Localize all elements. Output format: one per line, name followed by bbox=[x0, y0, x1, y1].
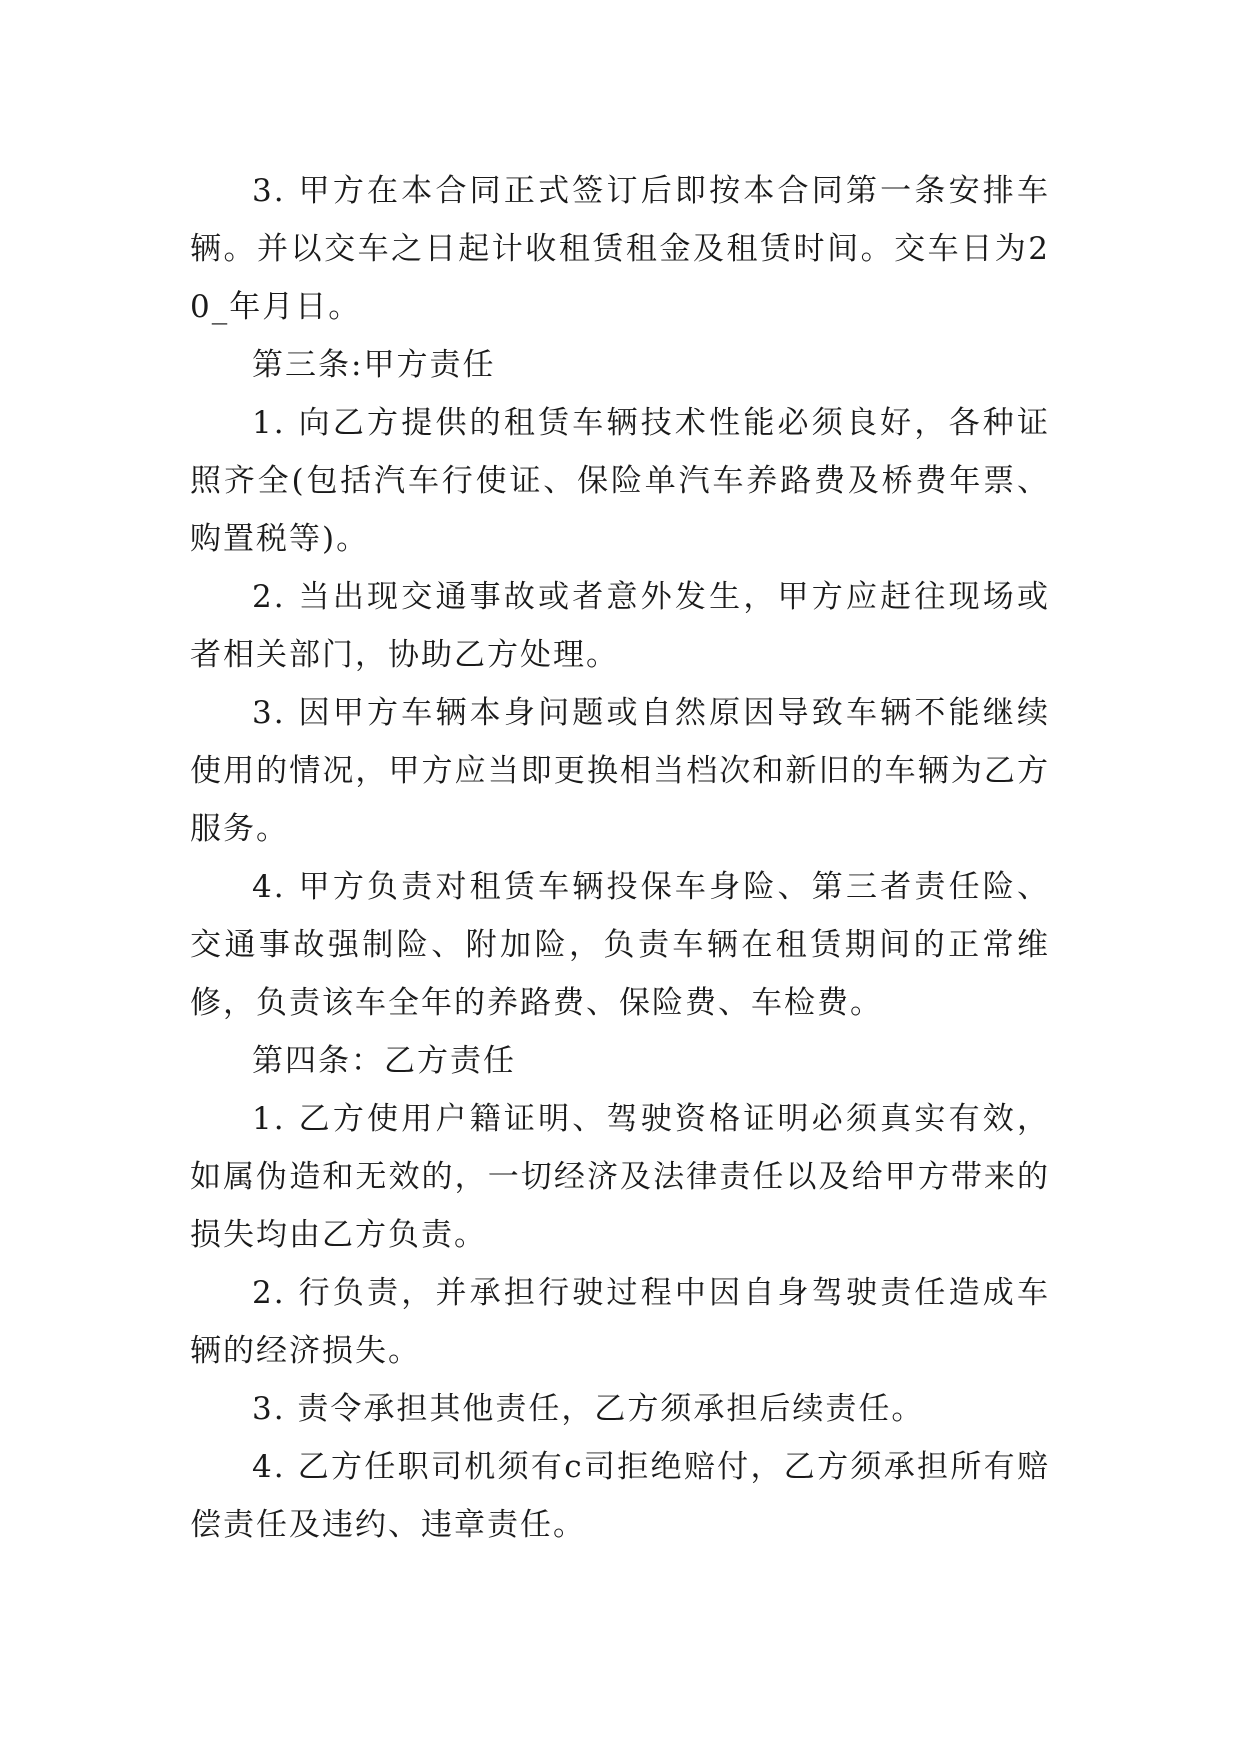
paragraph-party-a-item-4: 4. 甲方负责对租赁车辆投保车身险、第三者责任险、交通事故强制险、附加险，负责车辆在租赁期间的正常维修，负责该车全年的养路费、保险费、车检费。 bbox=[190, 869, 1050, 1021]
paragraph-party-b-item-4: 4. 乙方任职司机须有c司拒绝赔付，乙方须承担所有赔偿责任及违约、违章责任。 bbox=[190, 1449, 1050, 1543]
paragraph-party-b-item-2: 2. 行负责，并承担行驶过程中因自身驾驶责任造成车辆的经济损失。 bbox=[190, 1275, 1050, 1369]
paragraph-party-b-item-1: 1. 乙方使用户籍证明、驾驶资格证明必须真实有效，如属伪造和无效的，一切经济及法律责任以及给甲方带来的损失均由乙方负责。 bbox=[190, 1101, 1050, 1253]
paragraph-party-a-item-1: 1. 向乙方提供的租赁车辆技术性能必须良好，各种证照齐全(包括汽车行使证、保险单汽车养路费及桥费年票、购置税等)。 bbox=[190, 405, 1050, 557]
paragraph-clause-2-item-3: 3. 甲方在本合同正式签订后即按本合同第一条安排车辆。并以交车之日起计收租赁租金及租赁时间。交车日为20_年月日。 bbox=[190, 173, 1050, 325]
section-heading-article-4: 第四条：乙方责任 bbox=[252, 1043, 516, 1079]
section-heading-article-3: 第三条:甲方责任 bbox=[252, 347, 496, 383]
document-body bbox=[190, 162, 1050, 1554]
paragraph-party-b-item-3: 3. 责令承担其他责任，乙方须承担后续责任。 bbox=[252, 1391, 925, 1427]
paragraph-party-a-item-2: 2. 当出现交通事故或者意外发生，甲方应赶往现场或者相关部门，协助乙方处理。 bbox=[190, 579, 1050, 673]
paragraph-party-a-item-3: 3. 因甲方车辆本身问题或自然原因导致车辆不能继续使用的情况，甲方应当即更换相当档次和新旧的车辆为乙方服务。 bbox=[190, 695, 1050, 847]
